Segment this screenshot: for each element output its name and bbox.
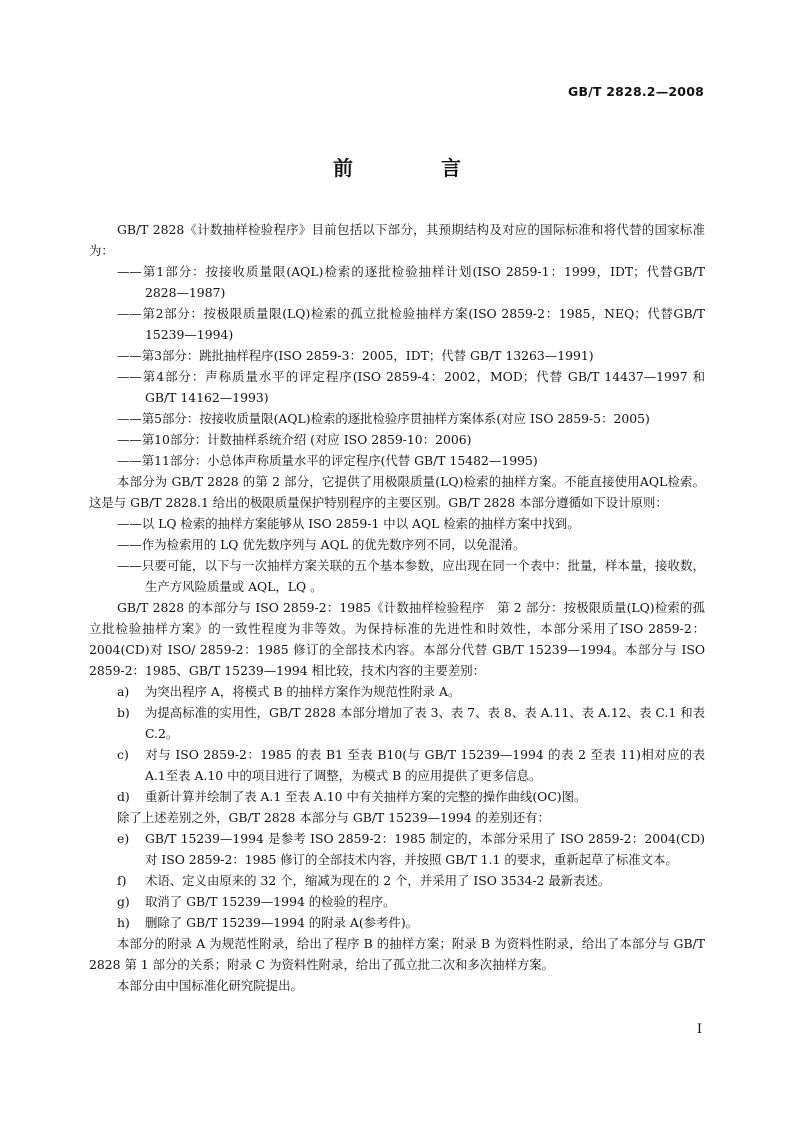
difference-item-f xyxy=(89,870,705,891)
part-item-5: ——第5部分：按接收质量限(AQL)检索的逐批检验序贯抽样方案体系(对应 ISO 2859-5：2005) xyxy=(117,411,650,426)
part-item-4: ——第4部分：声称质量水平的评定程序(ISO 2859-4：2002，MOD；代替 GB/T 14437—1997 和GB/T 14162—1993) xyxy=(117,369,705,405)
item-text: 删除了 GB/T 15239—1994 的附录 A(参考件)。 xyxy=(145,915,419,930)
principle-item-2: ——作为检索用的 LQ 优先数序列与 AQL 的优先数序列不同，以免混淆。 xyxy=(117,537,526,552)
item-label: e) xyxy=(117,831,130,846)
part-item-2: ——第2部分：按极限质量限(LQ)检索的孤立批检验抽样方案(ISO 2859-2：1985，NEQ；代替GB/T 15239—1994) xyxy=(117,306,705,342)
relation-paragraph: GB/T 2828 的本部分与 ISO 2859-2：1985《计数抽样检验程序 第 2 部分：按极限质量(LQ)检索的孤立批检验抽样方案》的一致性程度为非等效。为保持标准的先进性和时效性，本部分采用了ISO 2859-2：2004(CD)对 ISO/ 2859-2：1985 修订的全部技术内容。本部分代替 GB/T 15239—1994。本部分与 ISO 2859-2：1985、GB/T 15239—1994 相比较，技术内容的主要差别： xyxy=(89,600,705,678)
page-title: 前 言 xyxy=(333,156,495,180)
item-label: a) xyxy=(117,684,130,699)
item-label: f) xyxy=(117,873,127,888)
item-text: 为突出程序 A，将模式 B 的抽样方案作为规范性附录 A。 xyxy=(145,684,461,699)
other-differences-paragraph: 除了上述差别之外，GB/T 2828 本部分与 GB/T 15239—1994 的差别还有： xyxy=(117,810,550,825)
item-text: GB/T 15239—1994 是参考 ISO 2859-2：1985 制定的，本部分采用了 ISO 2859-2：2004(CD)对 ISO 2859-2：1985 修订的全部技术内容，并按照 GB/T 1.1 的要求，重新起草了标准文本。 xyxy=(145,831,705,867)
intro-paragraph: GB/T 2828《计数抽样检验程序》目前包括以下部分，其预期结构及对应的国际标准和将代替的国家标准为： xyxy=(89,222,705,258)
difference-item-d xyxy=(89,786,705,807)
part-item-11: ——第11部分：小总体声称质量水平的评定程序(代替 GB/T 15482—1995) xyxy=(117,453,538,468)
difference-item-a xyxy=(89,681,705,702)
item-text: 取消了 GB/T 15239—1994 的检验的程序。 xyxy=(145,894,396,909)
part-item-3: ——第3部分：跳批抽样程序(ISO 2859-3：2005，IDT；代替 GB/T 13263—1991) xyxy=(117,348,594,363)
item-label: g) xyxy=(117,894,130,909)
proposer-paragraph: 本部分由中国标准化研究院提出。 xyxy=(117,978,303,993)
difference-item-c xyxy=(89,744,705,786)
annex-paragraph: 本部分的附录 A 为规范性附录，给出了程序 B 的抽样方案；附录 B 为资料性附录，给出了本部分与 GB/T 2828 第 1 部分的关系；附录 C 为资料性附录，给出了孤立批二次和多次抽样方案。 xyxy=(89,936,705,972)
standard-code: GB/T 2828.2—2008 xyxy=(568,84,704,99)
scope-paragraph: 本部分为 GB/T 2828 的第 2 部分，它提供了用极限质量(LQ)检索的抽样方案。不能直接使用AQL检索。这是与 GB/T 2828.1 给出的极限质量保护特别程序的主要区别。GB/T 2828 本部分遵循如下设计原则： xyxy=(89,474,705,510)
difference-item-e xyxy=(89,828,705,870)
item-text: 对与 ISO 2859-2：1985 的表 B1 至表 B10(与 GB/T 15239—1994 的表 2 至表 11)相对应的表 A.1至表 A.10 中的项目进行了调整，为模式 B 的应用提供了更多信息。 xyxy=(145,747,705,783)
principle-item-3: ——只要可能，以下与一次抽样方案关联的五个基本参数，应出现在同一个表中：批量，样本量，接收数，生产方风险质量或 AQL，LQ 。 xyxy=(117,558,705,594)
item-label: d) xyxy=(117,789,130,804)
page-number: I xyxy=(696,1022,702,1037)
item-label: b) xyxy=(117,705,130,720)
difference-item-b xyxy=(89,702,705,744)
part-item-10: ——第10部分：计数抽样系统介绍 (对应 ISO 2859-10：2006) xyxy=(117,432,472,447)
item-text: 为提高标准的实用性，GB/T 2828 本部分增加了表 3、表 7、表 8、表 A.11、表 A.12、表 C.1 和表 C.2。 xyxy=(145,705,705,741)
principle-item-1: ——以 LQ 检索的抽样方案能够从 ISO 2859-1 中以 AQL 检索的抽样方案中找到。 xyxy=(117,516,580,531)
item-label: h) xyxy=(117,915,130,930)
item-text: 术语、定义由原来的 32 个，缩减为现在的 2 个，并采用了 ISO 3534-2 最新表述。 xyxy=(145,873,611,888)
difference-item-g xyxy=(89,891,705,912)
difference-item-h xyxy=(89,912,705,933)
item-label: c) xyxy=(117,747,129,762)
foreword-body xyxy=(89,219,705,996)
part-item-1: ——第1部分：按接收质量限(AQL)检索的逐批检验抽样计划(ISO 2859-1：1999，IDT；代替GB/T 2828—1987) xyxy=(117,264,705,300)
item-text: 重新计算并绘制了表 A.1 至表 A.10 中有关抽样方案的完整的操作曲线(OC)图。 xyxy=(145,789,587,804)
